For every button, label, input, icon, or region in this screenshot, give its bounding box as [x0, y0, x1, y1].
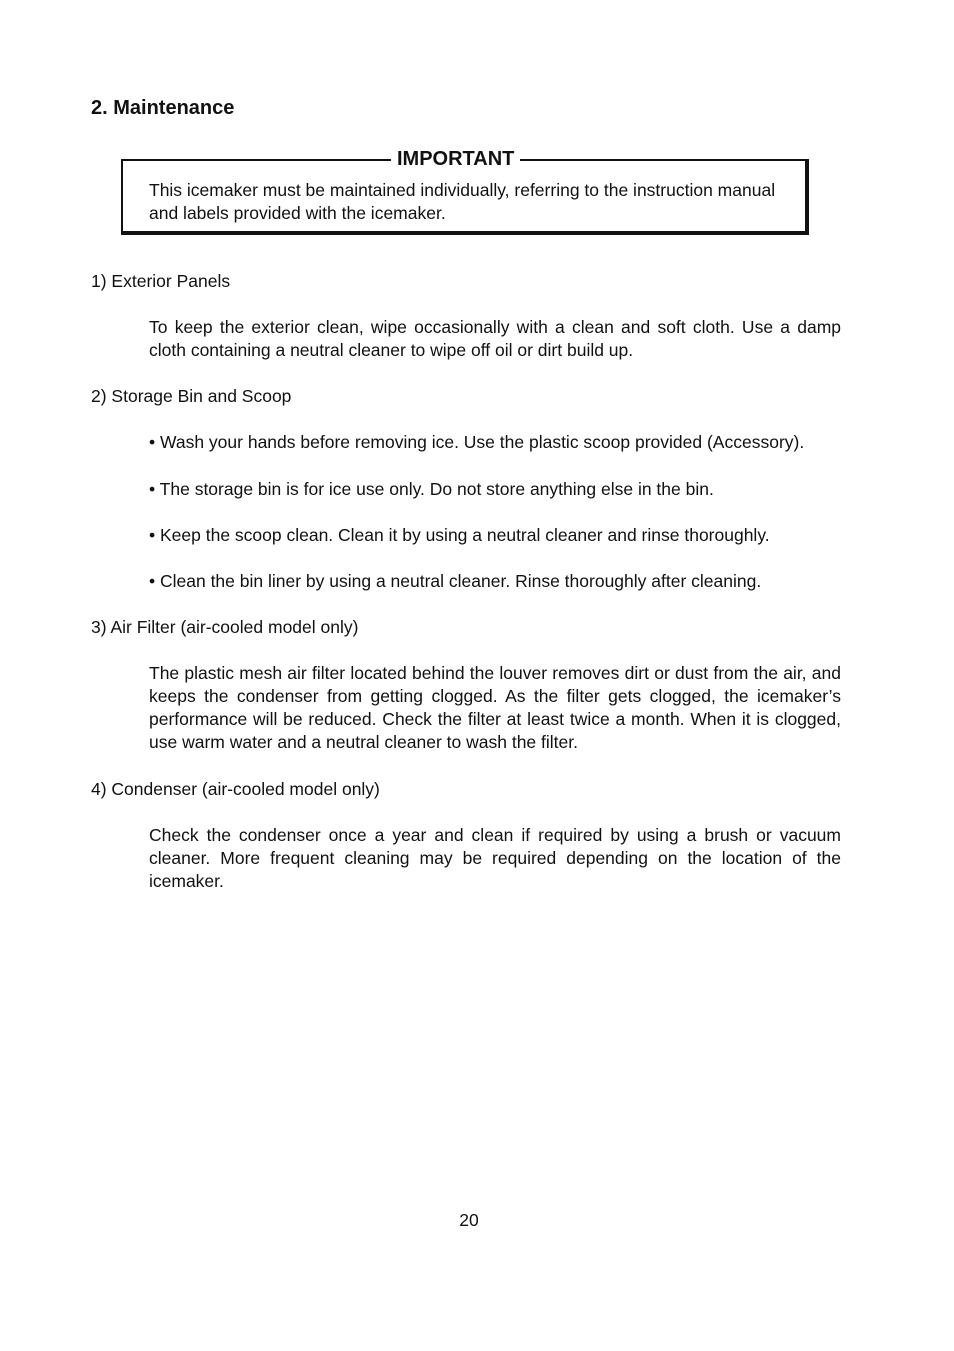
list-item: • Clean the bin liner by using a neutral cleaner. Rinse thoroughly after cleaning.	[149, 571, 762, 591]
page-number: 20	[459, 1210, 479, 1230]
list-item: • Wash your hands before removing ice. Use the plastic scoop provided (Accessory).	[149, 432, 805, 452]
important-title: IMPORTANT	[391, 147, 520, 171]
paragraph-condenser: Check the condenser once a year and clean if required by using a brush or vacuum cleaner. More frequent cleaning may be required depending on the location of the icemaker.	[149, 825, 841, 891]
subsection-title-exterior-panels: 1) Exterior Panels	[91, 271, 231, 291]
paragraph-exterior-panels: To keep the exterior clean, wipe occasionally with a clean and soft cloth. Use a damp cloth containing a neutral cleaner to wipe off oil or dirt build up.	[149, 317, 841, 360]
paragraph-air-filter: The plastic mesh air filter located behind the louver removes dirt or dust from the air, and keeps the condenser from getting clogged. As the filter gets clogged, the icemaker’s performance will be reduced. Check the filter at least twice a month. When it is clogged, use warm water and a neutral cleaner to wash the filter.	[149, 663, 841, 752]
important-text: This icemaker must be maintained individually, referring to the instruction manual and labels provided with the icemaker.	[149, 180, 776, 223]
section-heading: 2. Maintenance	[91, 97, 235, 119]
important-notice-box	[121, 148, 809, 235]
list-item: • The storage bin is for ice use only. Do not store anything else in the bin.	[149, 479, 714, 499]
subsection-title-condenser: 4) Condenser (air-cooled model only)	[91, 779, 380, 799]
subsection-title-storage-bin: 2) Storage Bin and Scoop	[91, 386, 292, 406]
subsection-title-air-filter: 3) Air Filter (air-cooled model only)	[91, 617, 359, 637]
list-item: • Keep the scoop clean. Clean it by using a neutral cleaner and rinse thoroughly.	[149, 525, 770, 545]
